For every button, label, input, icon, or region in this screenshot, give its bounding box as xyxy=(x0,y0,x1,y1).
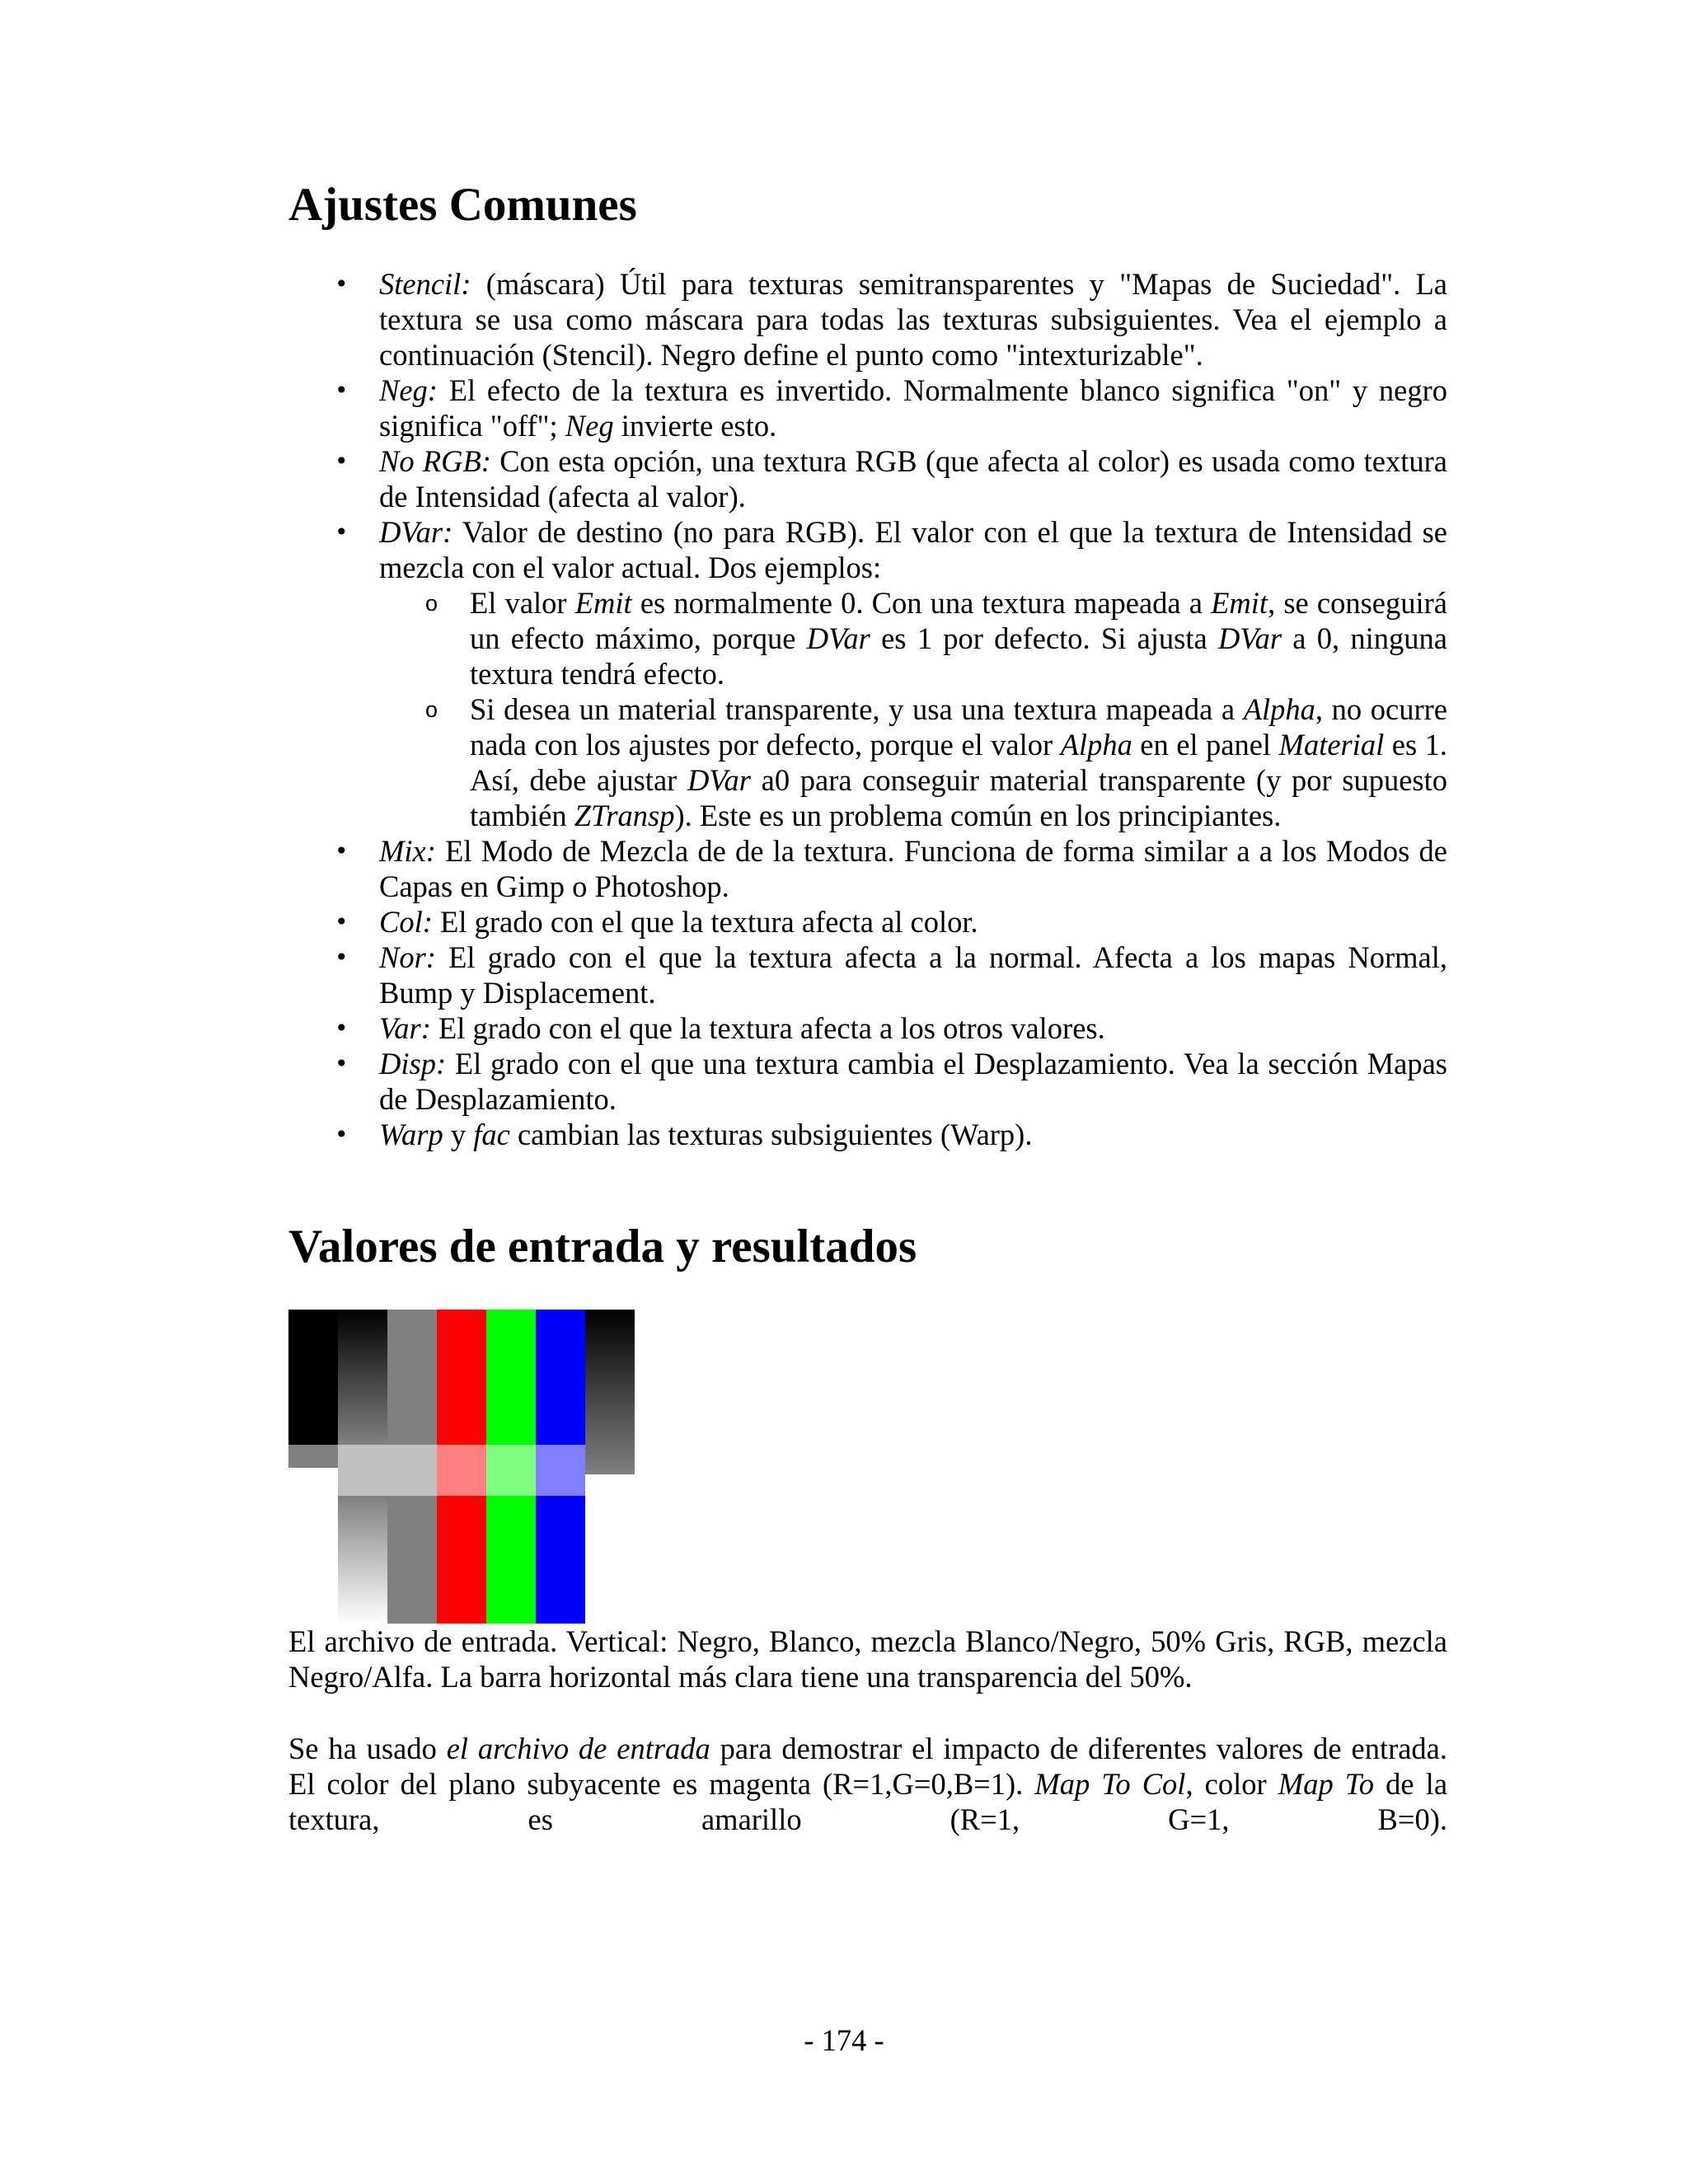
band-green xyxy=(486,1445,536,1496)
term: Neg: xyxy=(379,373,438,407)
term: Var: xyxy=(379,1011,431,1045)
list-item-col xyxy=(288,904,1447,940)
text: a 0, ninguna textura tendrá efecto. xyxy=(470,621,1447,691)
text: Se ha usado xyxy=(288,1732,447,1765)
description: El grado con el que la textura afecta a la normal. Afecta a los mapas Normal, Bump y Displacement. xyxy=(379,940,1447,1010)
emphasis: Map To xyxy=(1278,1767,1375,1801)
bar-gray-top xyxy=(387,1310,437,1445)
term: Nor: xyxy=(379,940,436,974)
description: El efecto de la textura es invertido. Normalmente blanco significa "on" y negro significa "off"; xyxy=(379,373,1447,443)
emphasis: DVar xyxy=(687,763,752,797)
text: es 1. Así, debe ajustar xyxy=(470,728,1447,797)
description: cambian las texturas subsiguientes (Warp). xyxy=(509,1118,1033,1151)
bar-white xyxy=(288,1445,338,1468)
term: Col: xyxy=(379,905,433,939)
list-item-stencil xyxy=(288,266,1447,373)
text: , no ocurre nada con los ajustes por defecto, porque el valor xyxy=(470,692,1448,762)
bar-blue-top xyxy=(536,1310,585,1445)
text: , color xyxy=(1185,1767,1278,1801)
description: El grado con el que la textura afecta a los otros valores. xyxy=(430,1011,1105,1045)
text: El valor xyxy=(470,586,575,620)
description: Valor de destino (no para RGB). El valor con el que la textura de Intensidad se mezcla con el valor actual. Dos ejemplos: xyxy=(379,515,1447,584)
band-blue xyxy=(536,1445,585,1496)
bar-gradient-top xyxy=(338,1310,387,1445)
emphasis: Map To Col xyxy=(1034,1767,1186,1801)
description: invierte esto. xyxy=(613,409,777,443)
text: ). Este es un problema común en los principiantes. xyxy=(674,799,1282,832)
text: es normalmente 0. Con una textura mapeada a xyxy=(631,586,1212,620)
bar-black xyxy=(288,1310,338,1445)
emphasis: el archivo de entrada xyxy=(446,1732,710,1765)
section-heading-ajustes-comunes: Ajustes Comunes xyxy=(288,179,637,231)
emphasis: Emit xyxy=(574,586,632,620)
input-test-image xyxy=(288,1310,635,1624)
section-heading-valores-entrada: Valores de entrada y resultados xyxy=(288,1221,917,1272)
body-paragraph xyxy=(288,1731,1447,1837)
list-item-warp-fac xyxy=(288,1117,1447,1152)
term: fac xyxy=(473,1118,510,1151)
settings-list xyxy=(288,266,1447,1152)
emphasis: DVar xyxy=(1217,621,1282,655)
band-red xyxy=(437,1445,486,1496)
list-item-mix xyxy=(288,833,1447,904)
description: El Modo de Mezcla de de la textura. Funciona de forma similar a a los Modos de Capas en Gimp o Photoshop. xyxy=(379,834,1447,903)
bar-green-bottom xyxy=(486,1496,536,1624)
list-item-nor xyxy=(288,940,1447,1010)
list-item-dvar xyxy=(288,514,1447,833)
emphasis: Alpha xyxy=(1243,692,1315,726)
bar-blue-bottom xyxy=(536,1496,585,1624)
text: a0 para conseguir material transparente (y por supuesto también xyxy=(470,763,1447,832)
list-item-disp xyxy=(288,1046,1447,1117)
bar-gray-bottom xyxy=(387,1496,437,1624)
term: DVar: xyxy=(379,515,453,549)
text: de la textura, es amarillo (R=1, G=1, B=0). xyxy=(288,1767,1448,1836)
text: , se conseguirá un efecto máximo, porque xyxy=(470,586,1447,655)
sub-item-alpha xyxy=(379,691,1447,833)
term: Stencil: xyxy=(379,267,471,301)
text: y xyxy=(443,1118,474,1151)
list-item-no-rgb xyxy=(288,443,1447,514)
emphasis: Emit xyxy=(1211,586,1268,620)
bar-gradient-bottom xyxy=(338,1496,387,1624)
dvar-examples xyxy=(379,585,1447,833)
emphasis: ZTransp xyxy=(574,799,675,832)
bar-red-top xyxy=(437,1310,486,1445)
page-number: - 174 - xyxy=(804,2023,884,2057)
emphasis: Alpha xyxy=(1060,728,1132,762)
image-caption: El archivo de entrada. Vertical: Negro, Blanco, mezcla Blanco/Negro, 50% Gris, RGB, mezcla Negro/Alfa. La barra horizontal más clara tiene una transparencia del 50%. xyxy=(288,1624,1447,1694)
band-gray xyxy=(387,1445,437,1496)
list-item-neg xyxy=(288,373,1447,443)
term: Warp xyxy=(379,1118,443,1151)
text: en el panel xyxy=(1132,728,1279,762)
term: No RGB: xyxy=(379,444,491,478)
term: Mix: xyxy=(379,834,436,868)
list-item-var xyxy=(288,1010,1447,1046)
description: El grado con el que la textura afecta al color. xyxy=(432,905,978,939)
bar-alpha-blend xyxy=(585,1310,635,1474)
emphasis: Material xyxy=(1278,728,1385,762)
bar-green-top xyxy=(486,1310,536,1445)
term: Disp: xyxy=(379,1047,447,1080)
sub-item-emit xyxy=(379,585,1447,691)
emphasis: Neg xyxy=(565,409,614,443)
emphasis: DVar xyxy=(806,621,870,655)
description: El grado con el que una textura cambia el Desplazamiento. Vea la sección Mapas de Desplazamiento. xyxy=(379,1047,1447,1116)
band-gradient xyxy=(338,1445,387,1496)
description: (máscara) Útil para texturas semitransparentes y "Mapas de Suciedad". La textura se usa como máscara para todas las texturas subsiguientes. Vea el ejemplo a continuación (Stencil). Negro define el punto como "intexturizable". xyxy=(379,267,1447,372)
text: es 1 por defecto. Si ajusta xyxy=(870,621,1218,655)
description: Con esta opción, una textura RGB (que afecta al color) es usada como textura de Intensidad (afecta al valor). xyxy=(379,444,1447,513)
bar-red-bottom xyxy=(437,1496,486,1624)
text: para demostrar el impacto de diferentes valores de entrada. El color del plano subyacente es magenta (R=1,G=0,B=1). xyxy=(288,1732,1448,1801)
text: Si desea un material transparente, y usa una textura mapeada a xyxy=(470,692,1244,726)
